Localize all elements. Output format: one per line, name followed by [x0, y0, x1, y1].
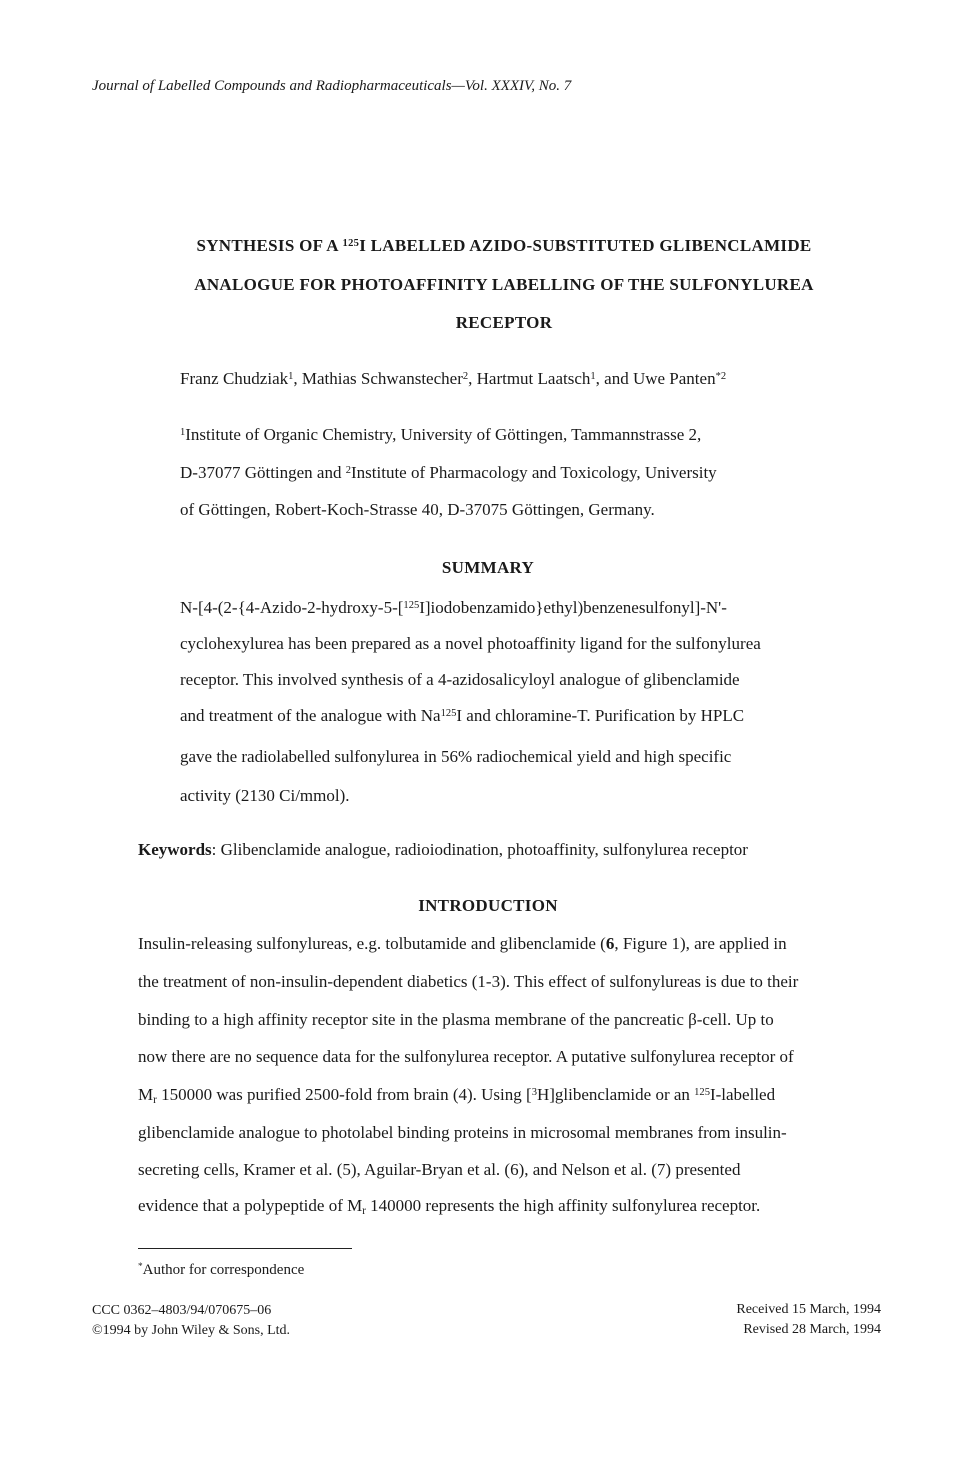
affiliation-line-1 — [180, 425, 701, 445]
affiliation-line-2 — [180, 463, 717, 483]
intro-line: glibenclamide analogue to photolabel binding proteins in microsomal membranes from insulin- — [138, 1123, 787, 1142]
title-superscript: 125 — [342, 237, 360, 249]
author-affiliation-mark: 1 — [590, 370, 596, 382]
author-name: , Hartmut Laatsch — [468, 369, 591, 388]
summary-line: cyclohexylurea has been prepared as a novel photoaffinity ligand for the sulfonylurea — [180, 634, 761, 653]
summary-line — [180, 706, 744, 726]
summary-superscript: 125 — [403, 599, 420, 611]
intro-line — [138, 1196, 760, 1216]
introduction-heading: INTRODUCTION — [418, 896, 558, 915]
intro-bold: 6 — [605, 934, 615, 953]
intro-line: the treatment of non-insulin-dependent diabetics (1-3). This effect of sulfonylureas is due to their — [138, 972, 799, 991]
affiliation-text: Institute of Pharmacology and Toxicology, University — [351, 463, 717, 482]
keywords-label: Keywords — [138, 840, 212, 859]
footnote — [138, 1262, 304, 1279]
author-affiliation-mark: 1 — [288, 370, 294, 382]
author-affiliation-mark: *2 — [715, 370, 727, 382]
summary-text: I and chloramine-T. Purification by HPLC — [456, 706, 745, 725]
keywords-line — [138, 840, 748, 860]
article-title-line-3: RECEPTOR — [455, 313, 553, 332]
intro-text: H]glibenclamide or an — [536, 1085, 695, 1104]
revised-date: Revised 28 March, 1994 — [743, 1322, 881, 1337]
intro-line: now there are no sequence data for the sulfonylurea receptor. A putative sulfonylurea receptor of — [138, 1047, 794, 1066]
author-affiliation-mark: 2 — [462, 370, 469, 382]
author-list — [180, 369, 726, 389]
copyright: ©1994 by John Wiley & Sons, Ltd. — [92, 1323, 291, 1338]
article-title-line-2: ANALOGUE FOR PHOTOAFFINITY LABELLING OF THE SULFONYLUREA — [194, 275, 814, 294]
intro-text: , Figure 1), are applied in — [614, 934, 787, 953]
article-title-line-1 — [100, 236, 908, 256]
summary-superscript: 125 — [440, 707, 457, 719]
intro-text: 140000 represents the high affinity sulfonylurea receptor. — [365, 1196, 761, 1215]
summary-text: N-[4-(2-{4-Azido-2-hydroxy-5-[ — [180, 598, 404, 617]
intro-text: evidence that a polypeptide of M — [138, 1196, 363, 1215]
affiliation-mark: 2 — [345, 464, 351, 476]
summary-text: and treatment of the analogue with Na — [180, 706, 441, 725]
affiliation-mark: 1 — [180, 426, 186, 438]
received-date: Received 15 March, 1994 — [736, 1302, 881, 1317]
intro-subscript: r — [153, 1094, 157, 1107]
intro-superscript: 3 — [531, 1086, 537, 1098]
title-text: I LABELLED AZIDO-SUBSTITUTED GLIBENCLAMIDE — [359, 236, 812, 255]
intro-line — [138, 1085, 775, 1105]
intro-text: I-labelled — [709, 1085, 776, 1104]
intro-line — [138, 934, 787, 954]
affiliation-line-3: of Göttingen, Robert-Koch-Strasse 40, D-37075 Göttingen, Germany. — [180, 500, 655, 519]
summary-line — [180, 598, 727, 618]
author-name: , Mathias Schwanstecher — [293, 369, 463, 388]
journal-header: Journal of Labelled Compounds and Radiopharmaceuticals—Vol. XXXIV, No. 7 — [92, 78, 572, 94]
summary-heading: SUMMARY — [441, 558, 535, 577]
summary-text: I]iodobenzamido}ethyl)benzenesulfonyl]-N'- — [419, 598, 727, 617]
intro-line: secreting cells, Kramer et al. (5), Aguilar-Bryan et al. (6), and Nelson et al. (7) presented — [138, 1160, 741, 1179]
intro-line: binding to a high affinity receptor site in the plasma membrane of the pancreatic β-cell. Up to — [138, 1010, 774, 1029]
summary-line: activity (2130 Ci/mmol). — [180, 786, 350, 805]
title-text: SYNTHESIS OF A — [196, 236, 343, 255]
intro-subscript: r — [362, 1205, 366, 1218]
keywords-text: : Glibenclamide analogue, radioiodination, photoaffinity, sulfonylurea receptor — [211, 840, 748, 859]
summary-line: receptor. This involved synthesis of a 4-azidosalicyloyl analogue of glibenclamide — [180, 670, 740, 689]
intro-text: M — [138, 1085, 154, 1104]
intro-text: 150000 was purified 2500-fold from brain (4). Using [ — [156, 1085, 532, 1104]
footnote-mark: * — [138, 1262, 143, 1273]
footnote-rule — [138, 1248, 352, 1249]
ccc-code: CCC 0362–4803/94/070675–06 — [92, 1303, 272, 1318]
affiliation-text: D-37077 Göttingen and — [180, 463, 346, 482]
author-name: Franz Chudziak — [180, 369, 289, 388]
author-name: , and Uwe Panten — [595, 369, 716, 388]
footnote-text: Author for correspondence — [142, 1262, 305, 1278]
intro-text: Insulin-releasing sulfonylureas, e.g. tolbutamide and glibenclamide ( — [138, 934, 606, 953]
affiliation-text: Institute of Organic Chemistry, University of Göttingen, Tammannstrasse 2, — [185, 425, 702, 444]
summary-line: gave the radiolabelled sulfonylurea in 56% radiochemical yield and high specific — [180, 747, 732, 766]
intro-superscript: 125 — [694, 1086, 710, 1098]
